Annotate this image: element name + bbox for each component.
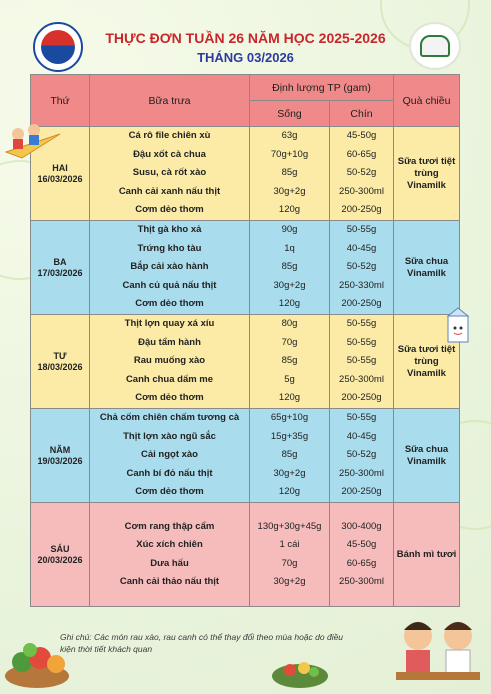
raw-amount-cell	[250, 127, 330, 221]
school-logo-icon	[33, 22, 83, 72]
snack-text: Sữa chua Vinamilk	[404, 443, 449, 467]
dish-item: Cơm dẻo thơm	[135, 486, 204, 498]
raw-amount: 70g	[281, 557, 298, 569]
raw-amount: 120g	[278, 486, 301, 498]
raw-amount: 15g+35g	[270, 430, 309, 442]
raw-amount: 30g+2g	[273, 185, 306, 197]
kids-paper-plane-icon	[2, 112, 62, 162]
raw-amount: 85g	[281, 167, 298, 179]
dish-item: Dưa hấu	[150, 557, 189, 569]
day-cell	[31, 221, 90, 315]
dish-item: Cơm rang thập cẩm	[124, 520, 215, 532]
day-date: 16/03/2026	[37, 173, 83, 184]
raw-amount: 30g+2g	[273, 279, 306, 291]
day-cell	[31, 503, 90, 607]
cooked-amount: 60-65g	[346, 557, 377, 569]
cooked-amount: 45-50g	[346, 130, 377, 142]
day-row	[31, 127, 460, 221]
chef-hat-logo-icon	[409, 22, 461, 70]
dish-item: Canh cải thảo nấu thịt	[119, 576, 220, 587]
dish-item: Thịt lợn xào ngũ sắc	[123, 430, 216, 442]
dish-item: Xúc xích chiên	[136, 539, 203, 550]
dish-item: Canh củ quả nấu thịt	[122, 279, 217, 291]
day-row	[31, 503, 460, 607]
cooked-amount: 45-50g	[346, 539, 377, 550]
day-row	[31, 409, 460, 503]
day-name: BA	[53, 256, 67, 267]
note-text: Ghi chú: Các món rau xào, rau canh có thể thay đổi theo mùa hoặc do điều kiện thời tiết khách quan	[60, 632, 344, 654]
cooked-amount: 250-300ml	[339, 373, 384, 385]
cooked-amount: 300-400g	[341, 520, 382, 532]
cooked-amount: 200-250g	[341, 298, 382, 310]
day-name: TƯ	[53, 350, 67, 361]
dish-item: Susu, cà rốt xào	[132, 167, 207, 179]
day-cell	[31, 409, 90, 503]
cooked-amount: 40-45g	[346, 242, 377, 254]
snack-cell	[394, 221, 460, 315]
dish-item: Cơm dẻo thơm	[135, 392, 204, 404]
raw-amount: 85g	[281, 355, 298, 367]
dish-item-cell	[90, 503, 250, 607]
snack-cell	[394, 503, 460, 607]
food-bowl-icon	[270, 650, 330, 692]
cooked-amount: 250-300ml	[339, 467, 384, 479]
raw-amount: 1 cái	[279, 539, 300, 550]
cooked-amount: 60-65g	[346, 148, 377, 160]
day-name: NĂM	[49, 444, 71, 455]
snack-text: Sữa tươi tiệt trùng Vinamilk	[397, 343, 456, 379]
raw-amount-cell	[250, 409, 330, 503]
raw-amount: 70g+10g	[270, 148, 309, 160]
raw-amount: 130g+30g+45g	[257, 520, 322, 532]
dish-item: Cải ngọt xào	[140, 449, 198, 461]
raw-amount: 85g	[281, 449, 298, 461]
raw-amount: 1q	[284, 242, 295, 254]
day-date: 20/03/2026	[37, 554, 83, 565]
raw-amount: 120g	[278, 392, 301, 404]
raw-amount: 120g	[278, 204, 301, 216]
cooked-amount: 250-330ml	[339, 279, 384, 291]
cooked-amount-cell	[330, 221, 394, 315]
cooked-amount: 50-52g	[346, 167, 377, 179]
cooked-amount: 200-250g	[341, 392, 382, 404]
raw-amount: 63g	[281, 130, 298, 142]
cooked-amount-cell	[330, 127, 394, 221]
dish-item: Canh cải xanh nấu thịt	[118, 185, 221, 197]
cooked-amount: 250-300ml	[339, 185, 384, 197]
cooked-amount: 50-52g	[346, 261, 377, 273]
raw-amount-cell	[250, 315, 330, 409]
children-eating-icon	[388, 608, 488, 692]
snack-cell	[394, 409, 460, 503]
raw-amount: 5g	[284, 373, 295, 385]
header-raw: Sống	[250, 101, 330, 127]
day-name: HAI	[52, 162, 68, 173]
raw-amount: 80g	[281, 318, 298, 330]
header-day: Thứ	[31, 75, 90, 127]
cooked-amount: 250-300ml	[339, 576, 384, 587]
header-cooked: Chín	[330, 101, 394, 127]
dish-item: Thịt gà kho xả	[137, 224, 202, 236]
header-lunch: Bữa trưa	[90, 75, 250, 127]
raw-amount: 30g+2g	[273, 467, 306, 479]
header-quantity: Định lượng TP (gam)	[250, 75, 394, 101]
snack-cell	[394, 127, 460, 221]
cooked-amount-cell	[330, 315, 394, 409]
dish-item: Cá rô file chiên xù	[128, 130, 211, 142]
menu-table	[30, 74, 460, 607]
dish-item: Đậu xốt cà chua	[133, 148, 206, 160]
cooked-amount: 200-250g	[341, 204, 382, 216]
snack-text: Bánh mì tươi	[396, 548, 457, 560]
dish-item: Canh bí đỏ nấu thịt	[126, 467, 213, 479]
milk-carton-icon	[442, 306, 474, 346]
dish-item-cell	[90, 221, 250, 315]
cooked-amount: 50-55g	[346, 412, 377, 424]
dish-item: Bắp cải xào hành	[130, 261, 209, 273]
dish-item: Cơm dẻo thơm	[135, 298, 204, 310]
dish-item: Canh chua dấm me	[125, 373, 214, 385]
raw-amount: 90g	[281, 224, 298, 236]
cooked-amount: 200-250g	[341, 486, 382, 498]
header-snack: Quà chiều	[394, 75, 460, 127]
day-name: SÁU	[50, 543, 70, 554]
raw-amount: 70g	[281, 336, 298, 348]
day-cell	[31, 315, 90, 409]
dish-item: Trứng kho tàu	[137, 242, 202, 254]
cooked-amount: 50-55g	[346, 355, 377, 367]
dish-item: Đậu tẩm hành	[138, 336, 201, 348]
page-subtitle: THÁNG 03/2026	[197, 50, 294, 65]
dish-item-cell	[90, 127, 250, 221]
dish-item-cell	[90, 315, 250, 409]
snack-text: Sữa tươi tiệt trùng Vinamilk	[397, 155, 456, 191]
cooked-amount: 50-55g	[346, 224, 377, 236]
day-row	[31, 315, 460, 409]
cooked-amount: 40-45g	[346, 430, 377, 442]
cooked-amount-cell	[330, 503, 394, 607]
raw-amount: 85g	[281, 261, 298, 273]
raw-amount: 30g+2g	[273, 576, 306, 587]
day-date: 18/03/2026	[37, 361, 83, 372]
dish-item-cell	[90, 409, 250, 503]
day-date: 17/03/2026	[37, 267, 83, 278]
page-title: THỰC ĐƠN TUẦN 26 NĂM HỌC 2025-2026	[105, 30, 386, 46]
cooked-amount-cell	[330, 409, 394, 503]
day-date: 19/03/2026	[37, 455, 83, 466]
raw-amount: 120g	[278, 298, 301, 310]
dish-item: Rau muống xào	[133, 355, 206, 367]
snack-text: Sữa chua Vinamilk	[404, 255, 449, 279]
dish-item: Chả cốm chiên chấm tương cà	[99, 412, 240, 424]
day-row	[31, 221, 460, 315]
cooked-amount: 50-52g	[346, 449, 377, 461]
cooked-amount: 50-55g	[346, 318, 377, 330]
raw-amount-cell	[250, 221, 330, 315]
dish-item: Thịt lợn quay xá xíu	[124, 318, 215, 330]
cooked-amount: 50-55g	[346, 336, 377, 348]
raw-amount: 65g+10g	[270, 412, 309, 424]
dish-item: Cơm dẻo thơm	[135, 204, 204, 216]
raw-amount-cell	[250, 503, 330, 607]
